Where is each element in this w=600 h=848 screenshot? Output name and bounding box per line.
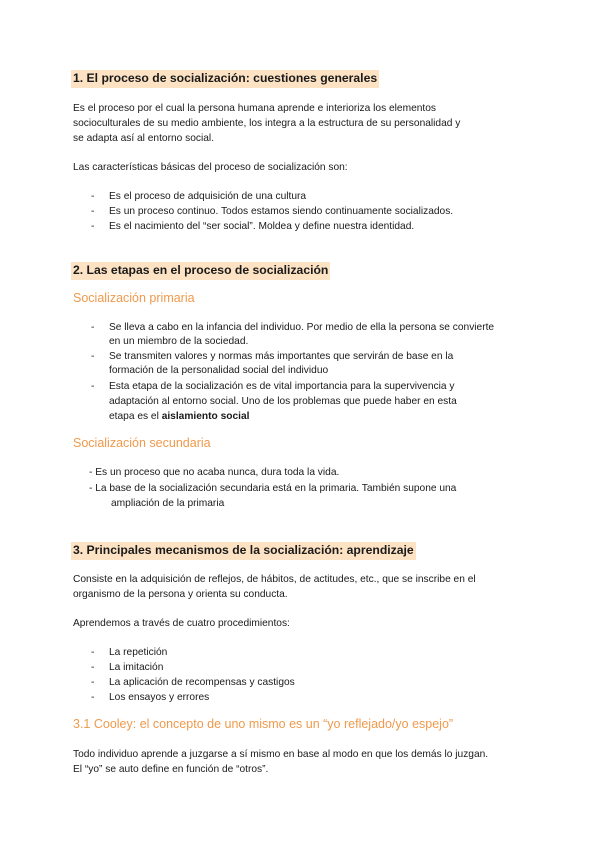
secundaria-bullet-continuation: ampliación de la primaria [111, 498, 225, 509]
primaria-bullet-line: formación de la personalidad social del individuo [109, 365, 329, 376]
primaria-bullet-line: Se lleva a cabo en la infancia del individuo. Por medio de ella la persona se convierte [109, 322, 495, 333]
section1-paragraph-line: Es el proceso por el cual la persona humana aprende e interioriza los elementos [73, 103, 436, 114]
bullet-dash: - [91, 662, 95, 673]
bullet-dash: - [91, 206, 95, 217]
cooley-paragraph-line: El “yo” se auto define en función de “otros”. [73, 764, 269, 775]
aislamiento-social-bold: aislamiento social [161, 411, 250, 422]
primaria-bullet-line: Se transmiten valores y normas más importantes que servirán de base en la [109, 351, 454, 362]
bullet-dash: - [91, 191, 95, 202]
secundaria-bullet: - Es un proceso que no acaba nunca, dura toda la vida. [89, 467, 340, 478]
section2-heading: 2. Las etapas en el proceso de socialización [71, 262, 330, 280]
primaria-bullet-line: adaptación al entorno social. Uno de los problemas que puede haber en esta [109, 396, 457, 407]
section1-paragraph-line: se adapta así al entorno social. [73, 133, 215, 144]
cooley-subheading: 3.1 Cooley: el concepto de uno mismo es un “yo reflejado/yo espejo” [73, 717, 454, 731]
bullet-dash: - [91, 221, 95, 232]
section3-paragraph-line: Consiste en la adquisición de reflejos, de hábitos, de actitudes, etc., que se inscribe en el [73, 574, 476, 585]
section1-bullet: Es el nacimiento del “ser social”. Moldea y define nuestra identidad. [109, 221, 415, 232]
section3-bullet: La aplicación de recompensas y castigos [109, 677, 295, 688]
section1-intro: Las características básicas del proceso de socialización son: [73, 162, 348, 173]
section3-bullet: La repetición [109, 647, 168, 658]
section3-heading: 3. Principales mecanismos de la socialización: aprendizaje [71, 542, 416, 560]
section3-bullet: La imitación [109, 662, 164, 673]
bullet-dash: - [91, 677, 95, 688]
section3-intro: Aprendemos a través de cuatro procedimientos: [73, 618, 290, 629]
secundaria-bullet: - La base de la socialización secundaria está en la primaria. También supone una [89, 483, 457, 494]
section3-paragraph-line: organismo de la persona y orienta su conducta. [73, 589, 288, 600]
bullet-dash: - [91, 322, 95, 333]
section1-paragraph-line: socioculturales de su medio ambiente, los integra a la estructura de su personalidad y [73, 118, 461, 129]
cooley-paragraph-line: Todo individuo aprende a juzgarse a sí mismo en base al modo en que los demás lo juzgan. [73, 749, 489, 760]
primaria-bullet-line: Esta etapa de la socialización es de vital importancia para la supervivencia y [109, 381, 455, 392]
bullet-dash: - [91, 647, 95, 658]
primaria-bullet-last-line [109, 409, 249, 424]
bullet-dash: - [91, 692, 95, 703]
bullet-dash: - [91, 351, 95, 362]
bullet-dash: - [91, 381, 95, 392]
secundaria-heading: Socialización secundaria [73, 436, 211, 450]
primaria-heading: Socialización primaria [73, 291, 195, 305]
section1-heading: 1. El proceso de socialización: cuestiones generales [71, 70, 379, 88]
section3-bullet: Los ensayos y errores [109, 692, 210, 703]
section1-bullet: Es un proceso continuo. Todos estamos siendo continuamente socializados. [109, 206, 454, 217]
primaria-bullet-text: etapa es el [109, 411, 162, 422]
primaria-bullet-line: en un miembro de la sociedad. [109, 336, 249, 347]
section1-bullet: Es el proceso de adquisición de una cultura [109, 191, 307, 202]
